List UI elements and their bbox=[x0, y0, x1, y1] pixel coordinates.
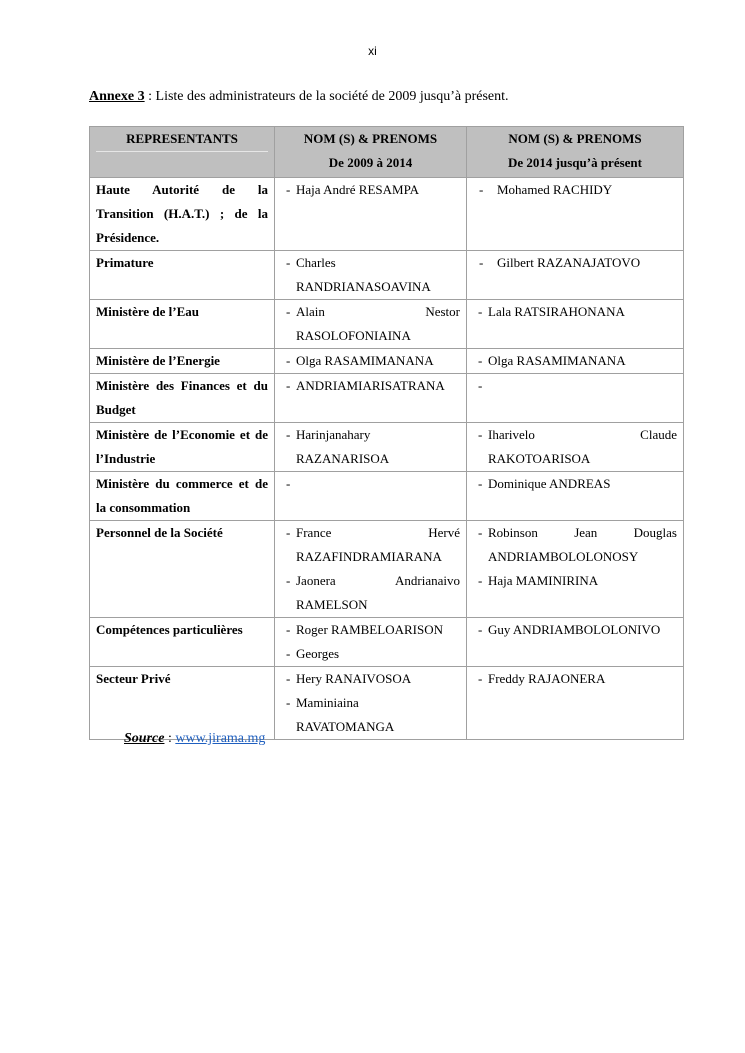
administrator-name: Maminiaina RAVATOMANGA bbox=[296, 695, 395, 734]
names-2014-present-cell bbox=[467, 423, 684, 472]
names-list bbox=[473, 251, 677, 275]
representant-cell: Secteur Privé bbox=[90, 667, 275, 740]
names-2009-2014-cell bbox=[275, 349, 467, 374]
names-2014-present-cell bbox=[467, 667, 684, 740]
list-item bbox=[281, 251, 460, 299]
annex-text: : Liste des administrateurs de la société de 2009 jusqu’à présent. bbox=[144, 89, 509, 104]
names-list bbox=[473, 472, 677, 496]
header-period-label: De 2014 jusqu’à présent bbox=[508, 155, 642, 170]
administrator-name: Mohamed RACHIDY bbox=[497, 182, 613, 197]
names-2009-2014-cell bbox=[275, 521, 467, 618]
administrator-name: Olga RASAMIMANANA bbox=[296, 353, 434, 368]
representant-cell: Ministère des Finances et du Budget bbox=[90, 374, 275, 423]
administrator-name: - Robinson Jean Douglas ANDRIAMBOLOLONOSY bbox=[488, 525, 677, 564]
names-2014-present-cell bbox=[467, 472, 684, 521]
names-2009-2014-cell bbox=[275, 472, 467, 521]
header-period-2009-2014 bbox=[275, 127, 467, 178]
list-item bbox=[281, 569, 460, 617]
list-item bbox=[473, 300, 677, 324]
names-list bbox=[473, 300, 677, 324]
table-row bbox=[90, 521, 684, 618]
table-row bbox=[90, 472, 684, 521]
representant-cell: Ministère du commerce et de la consommation bbox=[90, 472, 275, 521]
list-item bbox=[281, 300, 460, 348]
list-item bbox=[473, 472, 677, 496]
list-item bbox=[473, 423, 677, 471]
names-list bbox=[281, 251, 460, 299]
source-link[interactable]: www.jirama.mg bbox=[175, 731, 266, 746]
table-row bbox=[90, 423, 684, 472]
annex-label: Annexe 3 bbox=[89, 89, 145, 104]
administrator-name: Haja André RESAMPA bbox=[296, 182, 420, 197]
names-2009-2014-cell bbox=[275, 618, 467, 667]
table-row bbox=[90, 178, 684, 251]
table-row bbox=[90, 618, 684, 667]
names-2014-present-cell bbox=[467, 349, 684, 374]
table-row bbox=[90, 667, 684, 740]
list-item bbox=[473, 349, 677, 373]
list-item bbox=[281, 178, 460, 202]
representant-cell: Personnel de la Société bbox=[90, 521, 275, 618]
header-period-2014-present bbox=[467, 127, 684, 178]
administrator-name: Olga RASAMIMANANA bbox=[488, 353, 626, 368]
administrators-table bbox=[89, 126, 684, 740]
names-list bbox=[473, 178, 677, 202]
administrator-name: - France Hervé RAZAFINDRAMIARANA bbox=[296, 525, 460, 564]
source-separator: : bbox=[164, 731, 176, 746]
header-representants-label: REPRESENTANTS bbox=[126, 131, 238, 146]
list-item bbox=[473, 178, 677, 202]
administrator-name: Freddy RAJAONERA bbox=[488, 671, 606, 686]
table-row bbox=[90, 374, 684, 423]
administrator-name: Guy ANDRIAMBOLOLONIVO bbox=[488, 622, 661, 637]
names-2014-present-cell bbox=[467, 618, 684, 667]
list-item bbox=[473, 667, 677, 691]
names-2014-present-cell bbox=[467, 374, 684, 423]
names-list bbox=[281, 667, 460, 739]
table-header-row bbox=[90, 127, 684, 178]
names-2009-2014-cell bbox=[275, 667, 467, 740]
representant-cell: Ministère de l’Eau bbox=[90, 300, 275, 349]
names-list bbox=[473, 618, 677, 642]
source-line bbox=[124, 731, 265, 747]
names-list bbox=[281, 521, 460, 617]
list-item bbox=[473, 521, 677, 569]
names-2009-2014-cell bbox=[275, 178, 467, 251]
source-label: Source bbox=[124, 731, 165, 746]
administrator-name: Gilbert RAZANAJATOVO bbox=[497, 255, 641, 270]
names-2009-2014-cell bbox=[275, 300, 467, 349]
list-item bbox=[281, 374, 460, 398]
representant-cell: Compétences particulières bbox=[90, 618, 275, 667]
names-list bbox=[281, 300, 460, 348]
representant-cell: Ministère de l’Energie bbox=[90, 349, 275, 374]
names-2014-present-cell bbox=[467, 300, 684, 349]
administrator-name: - Alain Nestor RASOLOFONIAINA bbox=[296, 304, 460, 343]
annex-caption bbox=[89, 89, 509, 105]
administrator-name: ANDRIAMIARISATRANA bbox=[296, 378, 445, 393]
names-list bbox=[473, 521, 677, 593]
list-item bbox=[281, 521, 460, 569]
list-item bbox=[281, 667, 460, 691]
list-item bbox=[281, 618, 460, 642]
names-2014-present-cell bbox=[467, 521, 684, 618]
names-2009-2014-cell bbox=[275, 251, 467, 300]
representant-cell: Ministère de l’Economie et de l’Industrie bbox=[90, 423, 275, 472]
administrator-name: Hery RANAIVOSOA bbox=[296, 671, 412, 686]
names-2009-2014-cell bbox=[275, 423, 467, 472]
names-list bbox=[473, 349, 677, 373]
list-item bbox=[281, 349, 460, 373]
names-list bbox=[281, 349, 460, 373]
header-names-label: NOM (S) & PRENOMS bbox=[303, 131, 438, 146]
list-item bbox=[281, 423, 460, 471]
names-list bbox=[473, 667, 677, 691]
administrator-name: Lala RATSIRAHONANA bbox=[488, 304, 625, 319]
administrator-name: - Jaonera Andrianaivo RAMELSON bbox=[296, 573, 460, 612]
page-number: xi bbox=[368, 44, 377, 58]
administrator-name: Roger RAMBELOARISON bbox=[296, 622, 443, 637]
administrator-name: - Iharivelo Claude RAKOTOARISOA bbox=[488, 427, 677, 466]
administrator-name: Harinjanahary RAZANARISOA bbox=[296, 427, 390, 466]
names-list bbox=[473, 423, 677, 471]
names-2014-present-cell bbox=[467, 251, 684, 300]
names-list bbox=[281, 423, 460, 471]
administrator-name: Haja MAMINIRINA bbox=[488, 573, 599, 588]
names-2014-present-cell bbox=[467, 178, 684, 251]
list-item bbox=[473, 618, 677, 642]
table-row bbox=[90, 300, 684, 349]
representant-cell: Primature bbox=[90, 251, 275, 300]
names-2009-2014-cell bbox=[275, 374, 467, 423]
table-row bbox=[90, 251, 684, 300]
header-period-label: De 2009 à 2014 bbox=[328, 155, 413, 170]
administrator-name: Dominique ANDREAS bbox=[488, 476, 611, 491]
representant-cell: Haute Autorité de la Transition (H.A.T.) ; de la Présidence. bbox=[90, 178, 275, 251]
header-representants bbox=[90, 127, 275, 178]
list-item bbox=[281, 691, 460, 739]
header-names-label: NOM (S) & PRENOMS bbox=[508, 131, 642, 146]
administrator-name: Charles RANDRIANASOAVINA bbox=[296, 255, 431, 294]
administrator-name: Georges bbox=[296, 646, 340, 661]
table-row bbox=[90, 349, 684, 374]
names-list bbox=[281, 618, 460, 666]
names-list bbox=[281, 178, 460, 202]
list-item bbox=[281, 642, 460, 666]
list-item bbox=[473, 251, 677, 275]
names-list bbox=[281, 374, 460, 398]
list-item bbox=[473, 569, 677, 593]
